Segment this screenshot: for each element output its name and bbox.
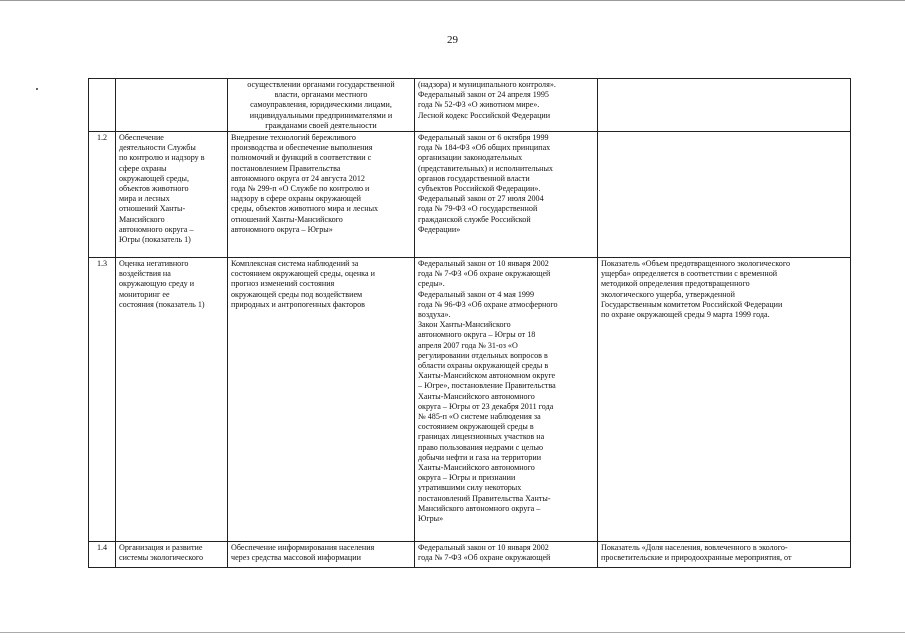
activity-content: Внедрение технологий бережливого производства и обеспечение выполнения полномочий и функций в соответствии с постановлением Правительства автономного округа от 24 августа 2012 года № 299-п «О Службе по контролю и надзору в сфере охраны окружающей среды, объектов животного мира и лесных отношений Ханты-Мансийского автономного округа – Югры»: [228, 132, 415, 258]
table-row: [89, 258, 851, 542]
activity-name: Оценка негативного воздействия на окружающую среду и мониторинг ее состояния (показатель 1): [116, 258, 228, 542]
scan-top-edge: [0, 0, 905, 1]
table-row: [89, 79, 851, 132]
legal-basis: (надзора) и муниципального контроля». Федеральный закон от 24 апреля 1995 года № 52-ФЗ «О животном мире». Лесной кодекс Российской Федерации: [415, 79, 598, 132]
table-row: [89, 542, 851, 568]
scan-bottom-edge: [0, 632, 905, 633]
row-number: 1.2: [89, 132, 116, 258]
activity-name: [116, 79, 228, 132]
indicator-note: Показатель «Объем предотвращенного экологического ущерба» определяется в соответствии с временной методикой определения предотвращенного экологического ущерба, утвержденной Государственным комитетом Российской Федерации по охране окружающей среды 9 марта 1999 года.: [598, 258, 851, 542]
indicator-note: [598, 79, 851, 132]
table-row: [89, 132, 851, 258]
program-table: [88, 78, 851, 568]
legal-basis: Федеральный закон от 6 октября 1999 года № 184-ФЗ «Об общих принципах организации законодательных (представительных) и исполнительных органов государственной власти субъектов Российской Федерации». Федеральный закон от 27 июля 2004 года № 79-ФЗ «О государственной гражданской службе Российской Федерации»: [415, 132, 598, 258]
indicator-note: [598, 132, 851, 258]
activity-name: Обеспечение деятельности Службы по контролю и надзору в сфере охраны окружающей среды, объектов животного мира и лесных отношений Ханты- Мансийского автономного округа – Югры (показатель 1): [116, 132, 228, 258]
activity-content: осуществлении органами государственной власти, органами местного самоуправления, юридическими лицами, индивидуальными предпринимателями и гражданами своей деятельности: [228, 79, 415, 132]
legal-basis: Федеральный закон от 10 января 2002 года № 7-ФЗ «Об охране окружающей среды». Федеральный закон от 4 мая 1999 года № 96-ФЗ «Об охране атмосферного воздуха». Закон Ханты-Мансийского автономного округа – Югры от 18 апреля 2007 года № 31-оз «О регулировании отдельных вопросов в области охраны окружающей среды в Ханты-Мансийском автономном округе – Югре», постановление Правительства Ханты-Мансийского автономного округа – Югры от 23 декабря 2011 года № 485-п «О системе наблюдения за состоянием окружающей среды в границах лицензионных участков на право пользования недрами с целью добычи нефти и газа на территории Ханты-Мансийского автономного округа – Югры и признании утратившими силу некоторых постановлений Правительства Ханты- Мансийского автономного округа – Югры»: [415, 258, 598, 542]
row-number: 1.3: [89, 258, 116, 542]
indicator-note: Показатель «Доля населения, вовлеченного в эколого- просветительские и природоохранные мероприятия, от: [598, 542, 851, 568]
activity-name: Организация и развитие системы экологического: [116, 542, 228, 568]
page-number: 29: [447, 34, 458, 46]
activity-content: Обеспечение информирования населения через средства массовой информации: [228, 542, 415, 568]
scan-speck: [36, 88, 38, 90]
row-number: 1.4: [89, 542, 116, 568]
activity-content: Комплексная система наблюдений за состоянием окружающей среды, оценка и прогноз изменений состояния окружающей среды под воздействием природных и антропогенных факторов: [228, 258, 415, 542]
row-number: [89, 79, 116, 132]
legal-basis: Федеральный закон от 10 января 2002 года № 7-ФЗ «Об охране окружающей: [415, 542, 598, 568]
